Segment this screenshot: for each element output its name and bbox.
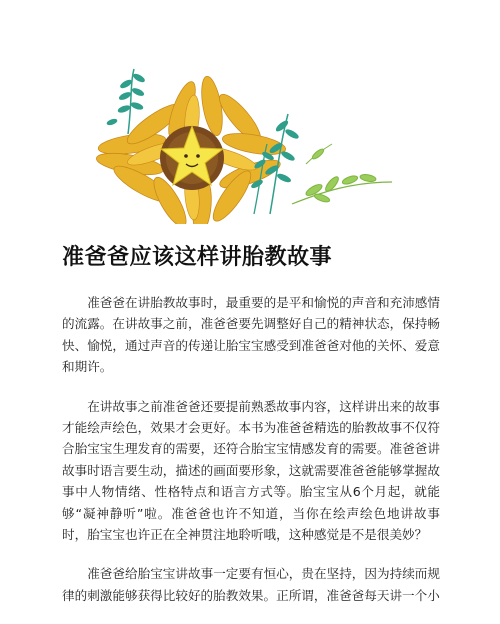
page-title: 准爸爸应该这样讲胎教故事 <box>62 245 333 270</box>
light-leaf-sprig-icon <box>292 144 392 204</box>
paragraph: 准爸爸给胎宝宝讲故事一定要有恒心，贵在坚持，因为持续而规律的刺激能够获得比较好的胎教效果。正所谓，准爸爸每天讲一个小 <box>62 566 440 603</box>
paragraph: 在讲故事之前准爸爸还要提前熟悉故事内容，这样讲出来的故事才能绘声绘色，效果才会更好。本书为准爸爸精选的胎教故事不仅符合胎宝宝生理发育的需要，还符合胎宝宝情感发育的需要。准爸爸讲故事时语言要生动，描述的画面要形象，这就需要准爸爸能够掌握故事中人物情绪、性格特点和语言方式等。胎宝宝从6个月起，就能够“凝神静听”啦。准爸爸也许不知道，当你在绘声绘色地讲故事时，胎宝宝也许正在全神贯注地聆听哦，这种感觉是不是很美妙？ <box>62 398 440 543</box>
paragraph: 准爸爸在讲胎教故事时，最重要的是平和愉悦的声音和充沛感情的流露。在讲故事之前，准爸爸要先调整好自己的精神状态，保持畅快、愉悦，通过声音的传递让胎宝宝感受到准爸爸对他的关怀、爱意和期许。 <box>62 295 440 375</box>
sunflower-star-illustration <box>92 64 402 224</box>
article-body <box>62 292 440 624</box>
